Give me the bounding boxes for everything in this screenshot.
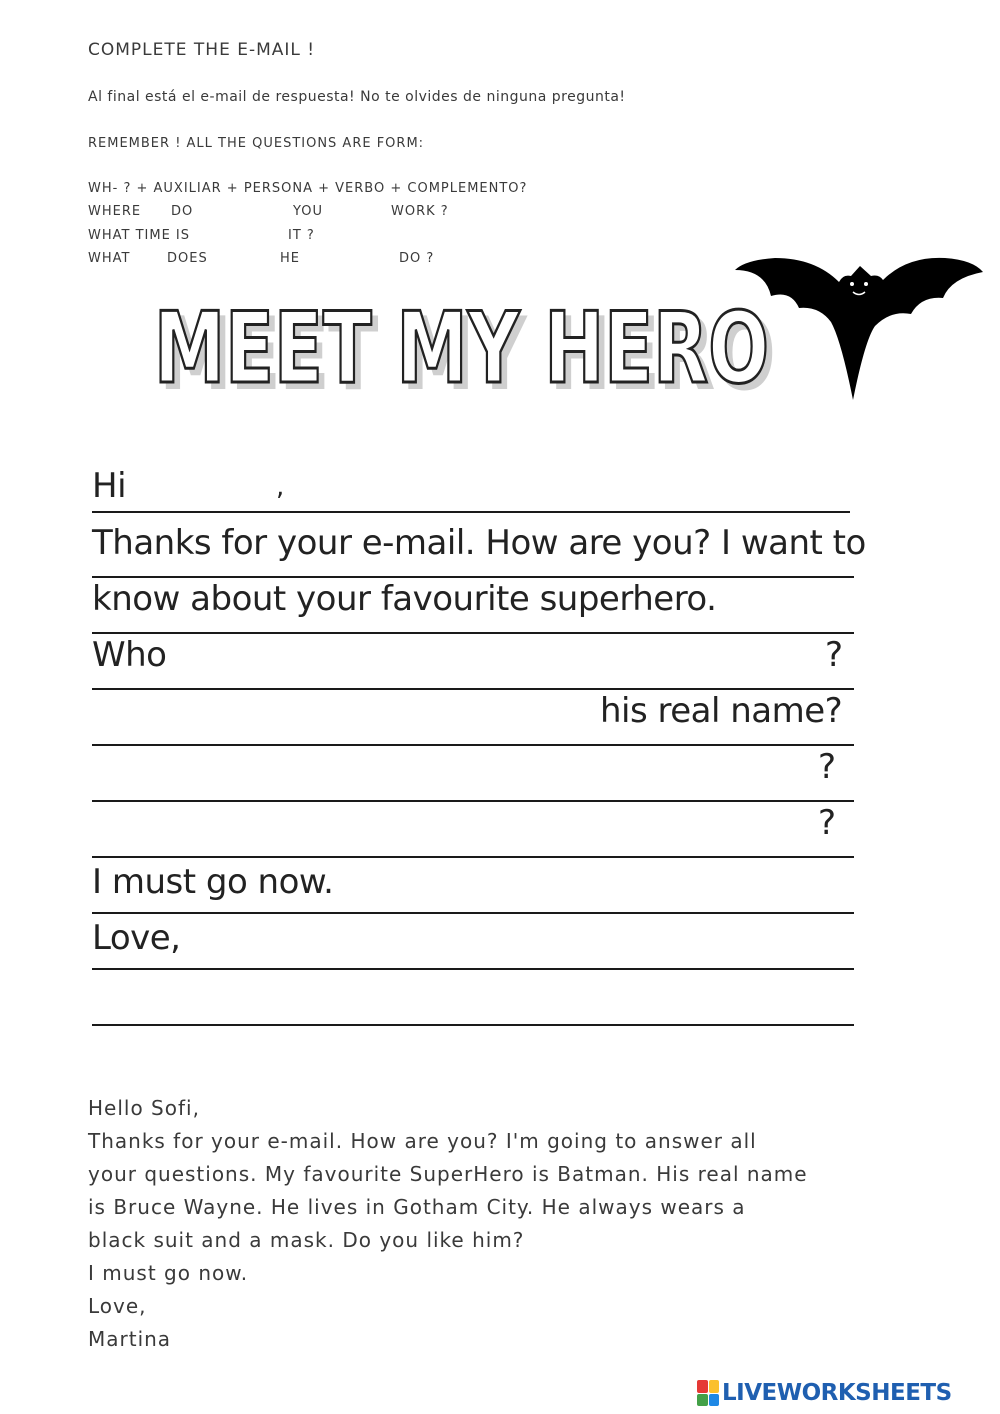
example-person: HE bbox=[280, 251, 300, 266]
form-line bbox=[92, 1024, 854, 1026]
watermark-text: LIVEWORKSHEETS bbox=[722, 1380, 952, 1406]
letter-line-1: Thanks for your e-mail. How are you? I want to bbox=[92, 523, 866, 563]
example-aux: DO bbox=[171, 204, 194, 219]
page-title-shadow: MEET MY HERO bbox=[160, 298, 775, 402]
liveworksheets-logo-icon bbox=[697, 1380, 719, 1406]
form-line bbox=[92, 856, 854, 858]
instructions-note: Al final está el e-mail de respuesta! No te olvides de ninguna pregunta! bbox=[88, 89, 626, 105]
form-line bbox=[92, 632, 854, 634]
question-1-start: Who bbox=[92, 635, 167, 675]
reply-line: Love, bbox=[88, 1294, 147, 1318]
example-row bbox=[88, 251, 508, 271]
example-verb: DO ? bbox=[399, 251, 435, 266]
liveworksheets-watermark bbox=[697, 1378, 952, 1408]
form-line bbox=[92, 912, 854, 914]
reply-line: is Bruce Wayne. He lives in Gotham City. He always wears a bbox=[88, 1195, 746, 1219]
example-person: YOU bbox=[293, 204, 323, 219]
reply-line: your questions. My favourite SuperHero is Batman. His real name bbox=[88, 1162, 808, 1186]
letter-line-2: know about your favourite superhero. bbox=[92, 579, 717, 619]
question-3-end: ? bbox=[818, 747, 836, 787]
question-1-end: ? bbox=[825, 635, 843, 675]
form-line bbox=[92, 688, 854, 690]
reply-line: Hello Sofi, bbox=[88, 1096, 200, 1120]
bat-icon bbox=[735, 252, 985, 402]
greeting-label: Hi bbox=[92, 466, 127, 506]
reply-line: Thanks for your e-mail. How are you? I'm going to answer all bbox=[88, 1129, 757, 1153]
example-wh: WHERE bbox=[88, 204, 142, 219]
instructions-remember: REMEMBER ! ALL THE QUESTIONS ARE FORM: bbox=[88, 136, 425, 151]
example-aux: DOES bbox=[167, 251, 208, 266]
example-wh: WHAT TIME IS bbox=[88, 228, 191, 243]
question-4-end: ? bbox=[818, 803, 836, 843]
greeting-comma: , bbox=[276, 472, 284, 502]
closing-line-2: Love, bbox=[92, 918, 181, 958]
reply-email bbox=[88, 1092, 878, 1356]
instructions-title: COMPLETE THE E-MAIL ! bbox=[88, 40, 316, 60]
example-verb: WORK ? bbox=[391, 204, 449, 219]
example-row bbox=[88, 204, 508, 224]
page-title-text: MEET MY HERO bbox=[154, 292, 769, 402]
page-title bbox=[150, 292, 790, 402]
reply-line: Martina bbox=[88, 1327, 172, 1351]
form-line bbox=[92, 968, 854, 970]
reply-line: black suit and a mask. Do you like him? bbox=[88, 1228, 525, 1252]
form-line bbox=[92, 744, 854, 746]
form-line bbox=[92, 511, 850, 513]
instructions-formula: WH- ? + AUXILIAR + PERSONA + VERBO + COMPLEMENTO? bbox=[88, 181, 528, 196]
form-line bbox=[92, 800, 854, 802]
closing-line-1: I must go now. bbox=[92, 862, 334, 902]
reply-line: I must go now. bbox=[88, 1261, 249, 1285]
example-wh: WHAT bbox=[88, 251, 131, 266]
form-line bbox=[92, 576, 854, 578]
example-row bbox=[88, 228, 508, 248]
example-person: IT ? bbox=[288, 228, 315, 243]
question-2-end: his real name? bbox=[600, 691, 843, 731]
